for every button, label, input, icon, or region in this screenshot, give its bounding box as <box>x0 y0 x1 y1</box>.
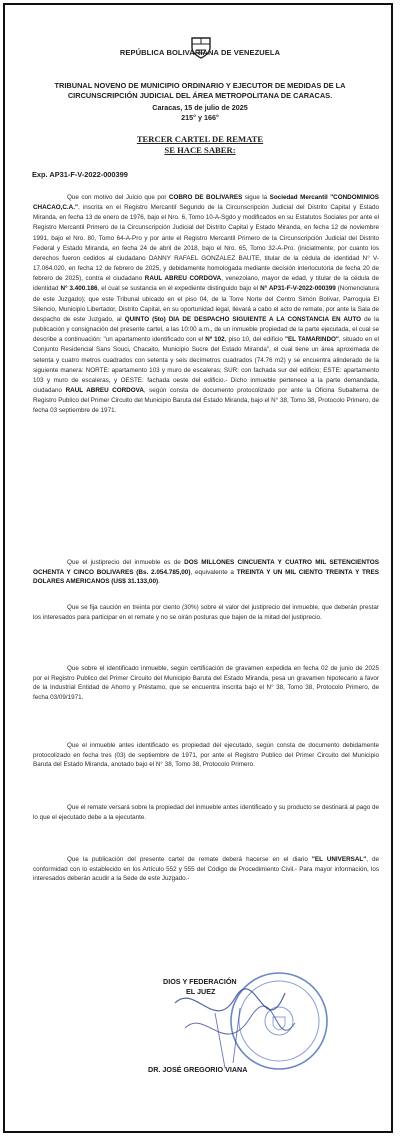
judge-name: DR. JOSÉ GREGORIO VIANA <box>148 1065 248 1074</box>
paragraph-case-description: Que con motivo del Juicio que por COBRO DE BOLIVARES sigue la Sociedad Mercantil "CONDOMINIOS CHACAO,C.A.", inscrita en el Registro Mercantil Segundo de la Circunscripción Judicial del Distrito Capital y Estado Miranda, en fecha 13 de enero de 1976, bajo el Nro. 6, Tomo 10-A-Sgdo y modificados en su Estatutos Sociales por ante el Registro Mercantil Primero de la Circunscripción Judicial del Distrito Capital y Estado Miranda, en fecha 12 de noviembre 1991, bajo el Nro. 80, Tomo 64-A-Pro y por ante el Registro Mercantil Primero de la Circunscripción Judicial del Distrito Federal y Estado Miranda, en fecha 24 de abril de 2018, bajo el Nro. 65, Tomo 32-A-Pro. (inicialmente, por cuanto los derechos fueron cedidos al ciudadano DANNY RAFAEL GONZALEZ BAUTE, titular de la cédula de identidad N° V- 17.064.020, en fecha 12 de febrero de 2025, y debidamente homologada mediante decisión interlocutoria de fecha 20 de febrero de 2025), contra el ciudadano RAUL ABREU CORDOVA, venezolano, mayor de edad, y titular de la cédula de identidad N° 3.400.186, el cual se sustancia en el expediente distinguido bajo el N° AP31-F-V-2022-000399 (Nomenclatura de este Juzgado); que este Tribunal ubicado en el piso 04, de la Torre Norte del Centro Simón Bolívar, Parroquia El Silencio, Municipio Libertador, Distrito Capital, en su oportunidad legal, llevará a cabo el acto de remate, por ante la Sala de despacho de este Juzgado, al QUINTO (5to) DIA DE DESPACHO SIGUIENTE A LA CONSTANCIA EN AUTO de la publicación y consignación del presente cartel, a las 10:00 a.m., de un inmueble propiedad de la parte ejecutada, el cual se describe a continuación: "un apartamento identificado con el Nº 102, piso 10, del edificio "EL TAMARINDO", situado en el Conjunto Residencial Sans Souci, Chacaito, Municipio Sucre del Estado Miranda", el cual tiene un área aproximada de setenta y cuatro metros cuadrados con setenta y seis decímetros cuadrados (74.76 m2) y se encuentra alinderado de la siguiente manera: NORTE: apartamento 103 y muro de escaleras; SUR: con fachada sur del edificio; ESTE: apartamento 103 y muro de escaleras, y OESTE: fachada oeste del edificio.- Dicho inmueble pertenece a la parte demandada, ciudadano RAUL ABREU CORDOVA, según consta de documento protocolizado por ante la Oficina Subalterna de Registro Publico del Primer Circuito del Municipio Baruta del Estado Miranda, bajo el N° 38, Tomo 38, Protocolo Primero, de fecha 03 septiembre de 1971. <box>33 194 380 415</box>
handwritten-signature <box>155 973 305 1073</box>
tribunal-line-2: CIRCUNSCRIPCIÓN JUDICIAL DEL ÁREA METROPOLITANA DE CARACAS. <box>67 91 333 100</box>
signature-title: EL JUEZ <box>186 987 216 996</box>
paragraph-justiprecio: Que el justiprecio del inmueble es de DOS MILLONES CINCUENTA Y CUATRO MIL SETENCIENTOS OCHENTA Y CINCO BOLIVARES (Bs. 2.054.785,00), equivalente a TREINTA Y UN MIL CIENTO TREINTA Y TRES DOLARES AMERICANOS (US$ 31.133,00). <box>33 559 379 586</box>
expediente-number: Exp. AP31-F-V-2022-000399 <box>32 170 128 179</box>
republic-header: REPÚBLICA BOLIVARIANA DE VENEZUELA <box>119 48 281 57</box>
se-hace-saber: SE HACE SABER: <box>164 145 236 155</box>
paragraph-caucion: Que se fija caución en treinta por ciento (30%) sobre el valor del justiprecio del inmueble, que deberán prestar los interesados para participar en el remate y no se oirán posturas que bajen de la mitad del justiprecio. <box>33 604 379 621</box>
paragraph-gravamen: Que sobre el identificado inmueble, según certificación de gravamen expedida en fecha 02 de junio de 2025 por el Registro Publico del Primer Circuito del Municipio Baruta del Estado Miranda, pesa un gravamen hipotecario a favor de la Industrial Entidad de Ahorro y Préstamo, que se encuentra inscrita bajo el N° 38, Tomo 38, Protocolo Primero, de fecha 03/09/1971. <box>33 665 379 701</box>
paragraph-remate-objeto: Que el remate versará sobre la propiedad del inmueble antes identificado y su producto se destinará al pago de lo que el ejecutado debe a la ejecutante. <box>33 804 379 821</box>
cartel-title: TERCER CARTEL DE REMATE <box>136 134 264 144</box>
paragraph-propiedad: Que el inmueble antes identificado es propiedad del ejecutado, según consta de documento debidamente protocolizado en fecha tres (03) de septiembre de 1971, por ante el Registro Publico del Primer Circuito del Municipio Baruta del Estado Miranda, anotado bajo el N° 38, Tomo 38, Protocolo Primero. <box>33 742 379 769</box>
tribunal-header <box>15 81 385 101</box>
paragraph-publicacion: Que la publicación del presente cartel de remate deberá hacerse en el diario "EL UNIVERSAL", de conformidad con lo establecido en los Artículo 552 y 555 del Código de Procedimiento Civil.- Para mayor información, los interesados deberán acudir a la Sede de este Juzgado.- <box>33 856 379 883</box>
document-page <box>3 3 393 1133</box>
tribunal-line-1: TRIBUNAL NOVENO DE MUNICIPIO ORDINARIO Y EJECUTOR DE MEDIDAS DE LA <box>54 81 346 90</box>
anniversary-years: 215° y 166° <box>181 113 219 122</box>
signature-motto: DIOS Y FEDERACIÓN <box>163 977 237 986</box>
place-date: Caracas, 15 de julio de 2025 <box>152 103 248 112</box>
